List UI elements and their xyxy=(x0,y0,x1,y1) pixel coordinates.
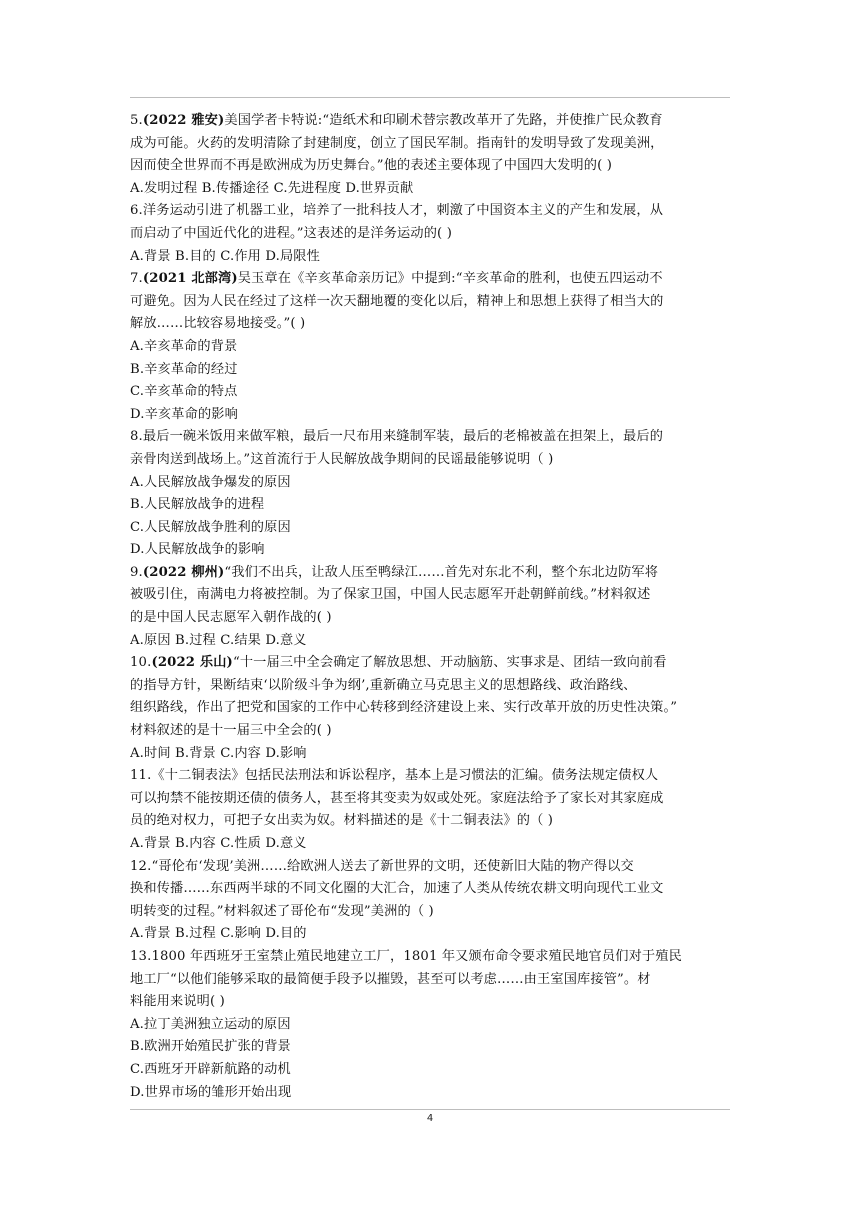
question-source: (2022 乐山) xyxy=(151,655,233,671)
question-11-line-3: 员的绝对权力，可把子女出卖为奴。材料描述的是《十二铜表法》的（ ) xyxy=(130,813,554,829)
question-number: 8. xyxy=(130,429,143,445)
question-number: 5. xyxy=(130,113,143,128)
question-13-line-2: 地工厂“以他们能够采取的最简便手段予以摧毁，甚至可以考虑……由王室国库接管”。材 xyxy=(130,971,651,987)
question-13-line-3: 料能用来说明( ) xyxy=(130,994,225,1010)
question-text: 洋务运动引进了机器工业，培养了一批科技人才，刺激了中国资本主义的产生和发展，从 xyxy=(142,203,664,219)
question-7-option-a: A.辛亥革命的背景 xyxy=(130,338,238,354)
question-text: 吴玉章在《辛亥革命亲历记》中提到:“辛亥革命的胜利，也使五四运动不 xyxy=(237,271,663,287)
question-13-option-b: B.欧洲开始殖民扩张的背景 xyxy=(130,1039,291,1055)
question-text: “十一届三中全会确定了解放思想、开动脑筋、实事求是、团结一致向前看 xyxy=(232,655,667,671)
question-text: 美国学者卡特说:“造纸术和印刷术替宗教改革开了先路，并使推广民众教育 xyxy=(224,113,663,128)
question-8-option-b: B.人民解放战争的进程 xyxy=(130,497,265,513)
question-9-line-3: 的是中国人民志愿军入朝作战的( ) xyxy=(130,610,332,626)
question-text: “我们不出兵，让敌人压至鸭绿江……首先对东北不利，整个东北边防军将 xyxy=(224,564,659,580)
question-10-line-1 xyxy=(130,652,730,675)
footer-rule xyxy=(130,1109,730,1110)
question-5-options: A.发明过程 B.传播途径 C.先进程度 D.世界贡献 xyxy=(130,180,414,196)
question-7-option-d: D.辛亥革命的影响 xyxy=(130,406,238,422)
question-number: 7. xyxy=(130,271,143,287)
question-7-line-2: 可避免。因为人民在经过了这样一次天翻地覆的变化以后，精神上和思想上获得了相当大的 xyxy=(130,293,664,309)
question-8-option-c: C.人民解放战争胜利的原因 xyxy=(130,519,291,535)
question-7-line-1 xyxy=(130,268,730,291)
question-10-line-2: 的指导方针，果断结束‘以阶级斗争为纲’,重新确立马克思主义的思想路线、政治路线、 xyxy=(130,677,637,693)
question-body xyxy=(130,110,730,1104)
question-source: (2021 北部湾) xyxy=(142,271,238,287)
question-5-line-1 xyxy=(130,110,730,133)
page-number: 4 xyxy=(426,1113,434,1124)
question-8-line-1 xyxy=(130,426,730,449)
question-8-option-a: A.人民解放战争爆发的原因 xyxy=(130,474,291,490)
question-8-option-d: D.人民解放战争的影响 xyxy=(130,542,265,558)
question-number: 13. xyxy=(130,948,152,964)
question-10-options: A.时间 B.背景 C.内容 D.影响 xyxy=(130,745,307,761)
question-number: 9. xyxy=(130,564,143,580)
question-11-line-1 xyxy=(130,765,730,788)
question-6-line-2: 而启动了中国近代化的进程。”这表述的是洋务运动的( ) xyxy=(130,225,452,241)
question-source: (2022 雅安) xyxy=(142,113,225,128)
question-13-line-1 xyxy=(130,946,730,969)
question-5-line-3: 因而使全世界而不再是欧洲成为历史舞台。”他的表述主要体现了中国四大发明的( ) xyxy=(130,158,613,174)
question-10-line-3: 组织路线，作出了把党和国家的工作中心转移到经济建设上来、实行改革开放的历史性决策。” xyxy=(130,700,678,716)
question-text: 《十二铜表法》包括民法刑法和诉讼程序，基本上是习惯法的汇编。债务法规定债权人 xyxy=(151,768,659,784)
question-number: 6. xyxy=(130,203,143,219)
question-13-option-a: A.拉丁美洲独立运动的原因 xyxy=(130,1016,291,1032)
question-number: 12. xyxy=(130,858,152,874)
question-5-line-2: 成为可能。火药的发明清除了封建制度，创立了国民军制。指南针的发明导致了发现美洲， xyxy=(130,135,664,151)
question-source: (2022 柳州) xyxy=(142,564,225,580)
question-13-option-d: D.世界市场的雏形开始出现 xyxy=(130,1084,292,1100)
header-rule xyxy=(130,97,730,98)
question-text: “哥伦布‘发现’美洲……给欧洲人送去了新世界的文明，还使新旧大陆的物产得以交 xyxy=(151,858,634,874)
question-11-options: A.背景 B.内容 C.性质 D.意义 xyxy=(130,836,307,851)
question-6-options: A.背景 B.目的 C.作用 D.局限性 xyxy=(130,248,320,264)
question-12-line-3: 明转变的过程。”材料叙述了哥伦布“发现”美洲的（ ) xyxy=(130,903,434,919)
question-11-line-2: 可以拘禁不能按期还债的债务人，甚至将其变卖为奴或处死。家庭法给予了家长对其家庭成 xyxy=(130,790,664,806)
question-9-line-2: 被吸引住，南满电力将被控制。为了保家卫国，中国人民志愿军开赴朝鲜前线。”材料叙述 xyxy=(130,587,651,603)
question-9-options: A.原因 B.过程 C.结果 D.意义 xyxy=(130,632,307,648)
question-12-options: A.背景 B.过程 C.影响 D.目的 xyxy=(130,926,307,942)
question-12-line-1 xyxy=(130,856,730,879)
question-7-line-3: 解放……比较容易地接受。”( ) xyxy=(130,316,306,332)
question-text: 1800 年西班牙王室禁止殖民地建立工厂，1801 年又颁布命令要求殖民地官员们对于殖民 xyxy=(151,948,682,964)
question-6-line-1 xyxy=(130,200,730,223)
question-7-option-c: C.辛亥革命的特点 xyxy=(130,384,238,400)
question-number: 10. xyxy=(130,655,152,671)
question-8-line-2: 亲骨肉送到战场上。”这首流行于人民解放战争期间的民谣最能够说明（ ) xyxy=(130,451,554,467)
question-10-line-4: 材料叙述的是十一届三中全会的( ) xyxy=(130,723,332,739)
question-13-option-c: C.西班牙开辟新航路的动机 xyxy=(130,1061,291,1077)
question-12-line-2: 换和传播……东西两半球的不同文化圈的大汇合，加速了人类从传统农耕文明向现代工业文 xyxy=(130,881,664,897)
question-text: 最后一碗米饭用来做军粮，最后一尺布用来缝制军装，最后的老棉被盖在担架上，最后的 xyxy=(142,429,664,445)
question-number: 11. xyxy=(130,768,152,784)
question-9-line-1 xyxy=(130,562,730,585)
question-7-option-b: B.辛亥革命的经过 xyxy=(130,361,238,377)
